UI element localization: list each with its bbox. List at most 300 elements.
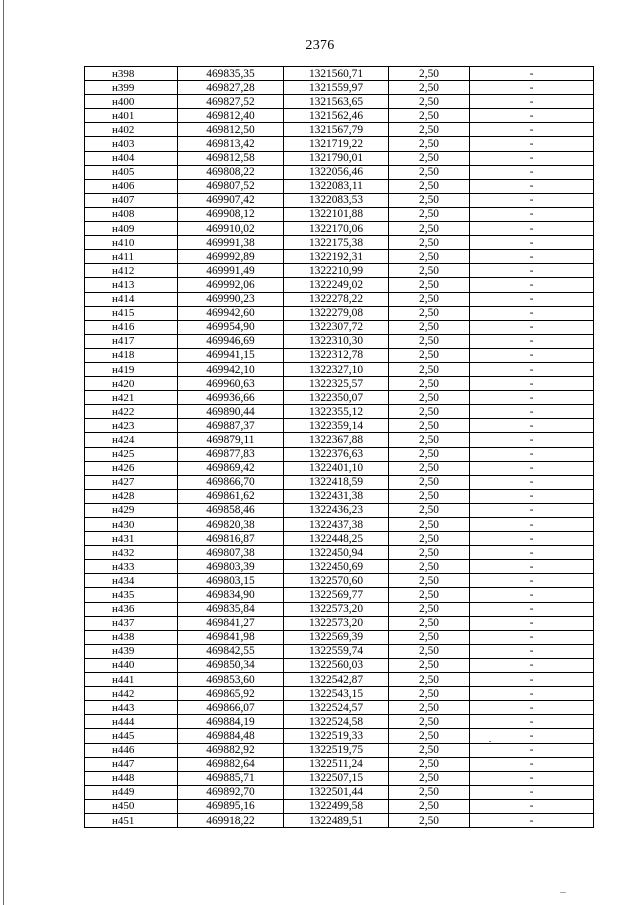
table-row (85, 518, 594, 532)
table-row (85, 687, 594, 701)
table-row (85, 165, 594, 179)
table-row (85, 560, 594, 574)
point-id-cell: н424 (85, 433, 178, 447)
y-coordinate-cell: 1322519,33 (284, 729, 389, 743)
description-cell: - (470, 278, 594, 292)
point-id-cell: н398 (85, 67, 178, 81)
y-coordinate-cell: 1322448,25 (284, 532, 389, 546)
table-row (85, 67, 594, 81)
tolerance-cell: 2,50 (389, 292, 470, 306)
tolerance-cell: 2,50 (389, 109, 470, 123)
x-coordinate-cell: 469907,42 (178, 193, 284, 207)
y-coordinate-cell: 1322359,14 (284, 419, 389, 433)
point-id-cell: н425 (85, 447, 178, 461)
table-row (85, 362, 594, 376)
tolerance-cell: 2,50 (389, 250, 470, 264)
tolerance-cell: 2,50 (389, 785, 470, 799)
x-coordinate-cell: 469942,10 (178, 362, 284, 376)
page-number: 2376 (305, 38, 335, 53)
description-cell: - (470, 644, 594, 658)
x-coordinate-cell: 469991,38 (178, 236, 284, 250)
y-coordinate-cell: 1322524,57 (284, 701, 389, 715)
table-row (85, 644, 594, 658)
point-id-cell: н440 (85, 658, 178, 672)
description-cell: - (470, 222, 594, 236)
y-coordinate-cell: 1322279,08 (284, 306, 389, 320)
y-coordinate-cell: 1321562,46 (284, 109, 389, 123)
point-id-cell: н449 (85, 785, 178, 799)
point-id-cell: н438 (85, 630, 178, 644)
x-coordinate-cell: 469866,70 (178, 475, 284, 489)
point-id-cell: н428 (85, 489, 178, 503)
tolerance-cell: 2,50 (389, 799, 470, 813)
description-cell: - (470, 179, 594, 193)
y-coordinate-cell: 1322569,77 (284, 588, 389, 602)
point-id-cell: н443 (85, 701, 178, 715)
tolerance-cell: 2,50 (389, 532, 470, 546)
table-row (85, 532, 594, 546)
tolerance-cell: 2,50 (389, 81, 470, 95)
description-cell: - (470, 489, 594, 503)
description-cell: - (470, 799, 594, 813)
y-coordinate-cell: 1322307,72 (284, 320, 389, 334)
table-row (85, 447, 594, 461)
point-id-cell: н415 (85, 306, 178, 320)
table-row (85, 546, 594, 560)
point-id-cell: н406 (85, 179, 178, 193)
tolerance-cell: 2,50 (389, 771, 470, 785)
tolerance-cell: 2,50 (389, 602, 470, 616)
y-coordinate-cell: 1322310,30 (284, 334, 389, 348)
table-row (85, 616, 594, 630)
description-cell: - (470, 391, 594, 405)
point-id-cell: н405 (85, 165, 178, 179)
x-coordinate-cell: 469942,60 (178, 306, 284, 320)
point-id-cell: н448 (85, 771, 178, 785)
y-coordinate-cell: 1322436,23 (284, 503, 389, 517)
y-coordinate-cell: 1322542,87 (284, 673, 389, 687)
tolerance-cell: 2,50 (389, 673, 470, 687)
point-id-cell: н423 (85, 419, 178, 433)
tolerance-cell: 2,50 (389, 743, 470, 757)
tolerance-cell: 2,50 (389, 644, 470, 658)
tolerance-cell: 2,50 (389, 588, 470, 602)
table-row (85, 461, 594, 475)
table-row (85, 278, 594, 292)
point-id-cell: н409 (85, 222, 178, 236)
x-coordinate-cell: 469884,48 (178, 729, 284, 743)
y-coordinate-cell: 1322573,20 (284, 602, 389, 616)
description-cell: - (470, 377, 594, 391)
tolerance-cell: 2,50 (389, 95, 470, 109)
table-row (85, 475, 594, 489)
table-row (85, 743, 594, 757)
tolerance-cell: 2,50 (389, 461, 470, 475)
tolerance-cell: 2,50 (389, 447, 470, 461)
table-row (85, 123, 594, 137)
description-cell: - (470, 67, 594, 81)
description-cell: - (470, 701, 594, 715)
tolerance-cell: 2,50 (389, 67, 470, 81)
point-id-cell: н451 (85, 813, 178, 827)
description-cell: - (470, 306, 594, 320)
y-coordinate-cell: 1322507,15 (284, 771, 389, 785)
x-coordinate-cell: 469835,35 (178, 67, 284, 81)
tolerance-cell: 2,50 (389, 137, 470, 151)
scan-edge-line (3, 0, 4, 905)
tolerance-cell: 2,50 (389, 757, 470, 771)
x-coordinate-cell: 469803,15 (178, 574, 284, 588)
description-cell: - (470, 813, 594, 827)
point-id-cell: н444 (85, 715, 178, 729)
description-cell: - (470, 630, 594, 644)
y-coordinate-cell: 1322401,10 (284, 461, 389, 475)
point-id-cell: н433 (85, 560, 178, 574)
y-coordinate-cell: 1322056,46 (284, 165, 389, 179)
description-cell: - (470, 165, 594, 179)
point-id-cell: н432 (85, 546, 178, 560)
y-coordinate-cell: 1322101,88 (284, 207, 389, 221)
y-coordinate-cell: 1322524,58 (284, 715, 389, 729)
tolerance-cell: 2,50 (389, 236, 470, 250)
coordinates-table-body (85, 67, 594, 828)
point-id-cell: н445 (85, 729, 178, 743)
y-coordinate-cell: 1322312,78 (284, 348, 389, 362)
table-row (85, 489, 594, 503)
description-cell: - (470, 574, 594, 588)
point-id-cell: н410 (85, 236, 178, 250)
tolerance-cell: 2,50 (389, 419, 470, 433)
y-coordinate-cell: 1321719,22 (284, 137, 389, 151)
point-id-cell: н401 (85, 109, 178, 123)
x-coordinate-cell: 469834,90 (178, 588, 284, 602)
scan-speck (560, 892, 566, 893)
point-id-cell: н441 (85, 673, 178, 687)
description-cell: - (470, 588, 594, 602)
description-cell: - (470, 151, 594, 165)
point-id-cell: н447 (85, 757, 178, 771)
point-id-cell: н400 (85, 95, 178, 109)
tolerance-cell: 2,50 (389, 320, 470, 334)
x-coordinate-cell: 469866,07 (178, 701, 284, 715)
y-coordinate-cell: 1322570,60 (284, 574, 389, 588)
point-id-cell: н419 (85, 362, 178, 376)
table-row (85, 419, 594, 433)
description-cell: - (470, 602, 594, 616)
x-coordinate-cell: 469882,64 (178, 757, 284, 771)
point-id-cell: н402 (85, 123, 178, 137)
y-coordinate-cell: 1322170,06 (284, 222, 389, 236)
x-coordinate-cell: 469841,98 (178, 630, 284, 644)
x-coordinate-cell: 469992,06 (178, 278, 284, 292)
tolerance-cell: 2,50 (389, 475, 470, 489)
table-row (85, 292, 594, 306)
point-id-cell: н439 (85, 644, 178, 658)
description-cell: - (470, 757, 594, 771)
description-cell: - (470, 729, 594, 743)
x-coordinate-cell: 469841,27 (178, 616, 284, 630)
tolerance-cell: 2,50 (389, 574, 470, 588)
point-id-cell: н404 (85, 151, 178, 165)
tolerance-cell: 2,50 (389, 222, 470, 236)
table-row (85, 701, 594, 715)
x-coordinate-cell: 469816,87 (178, 532, 284, 546)
x-coordinate-cell: 469813,42 (178, 137, 284, 151)
tolerance-cell: 2,50 (389, 813, 470, 827)
tolerance-cell: 2,50 (389, 165, 470, 179)
coordinates-table (84, 66, 594, 828)
x-coordinate-cell: 469827,28 (178, 81, 284, 95)
tolerance-cell: 2,50 (389, 658, 470, 672)
tolerance-cell: 2,50 (389, 503, 470, 517)
table-row (85, 193, 594, 207)
point-id-cell: н426 (85, 461, 178, 475)
table-row (85, 236, 594, 250)
y-coordinate-cell: 1322450,69 (284, 560, 389, 574)
description-cell: - (470, 334, 594, 348)
y-coordinate-cell: 1322489,51 (284, 813, 389, 827)
point-id-cell: н414 (85, 292, 178, 306)
point-id-cell: н412 (85, 264, 178, 278)
description-cell: - (470, 193, 594, 207)
description-cell: - (470, 109, 594, 123)
description-cell: - (470, 95, 594, 109)
x-coordinate-cell: 469908,12 (178, 207, 284, 221)
table-row (85, 630, 594, 644)
point-id-cell: н450 (85, 799, 178, 813)
y-coordinate-cell: 1322278,22 (284, 292, 389, 306)
description-cell: - (470, 715, 594, 729)
y-coordinate-cell: 1322450,94 (284, 546, 389, 560)
y-coordinate-cell: 1322367,88 (284, 433, 389, 447)
y-coordinate-cell: 1321790,01 (284, 151, 389, 165)
table-row (85, 729, 594, 743)
table-row (85, 433, 594, 447)
tolerance-cell: 2,50 (389, 306, 470, 320)
x-coordinate-cell: 469992,89 (178, 250, 284, 264)
x-coordinate-cell: 469807,38 (178, 546, 284, 560)
description-cell: - (470, 405, 594, 419)
y-coordinate-cell: 1322519,75 (284, 743, 389, 757)
tolerance-cell: 2,50 (389, 391, 470, 405)
y-coordinate-cell: 1322355,12 (284, 405, 389, 419)
y-coordinate-cell: 1322192,31 (284, 250, 389, 264)
point-id-cell: н411 (85, 250, 178, 264)
tolerance-cell: 2,50 (389, 616, 470, 630)
x-coordinate-cell: 469882,92 (178, 743, 284, 757)
description-cell: - (470, 123, 594, 137)
table-row (85, 771, 594, 785)
description-cell: - (470, 771, 594, 785)
x-coordinate-cell: 469861,62 (178, 489, 284, 503)
table-row (85, 81, 594, 95)
table-row (85, 250, 594, 264)
table-row (85, 95, 594, 109)
table-row (85, 813, 594, 827)
table-row (85, 207, 594, 221)
table-row (85, 348, 594, 362)
x-coordinate-cell: 469803,39 (178, 560, 284, 574)
x-coordinate-cell: 469853,60 (178, 673, 284, 687)
x-coordinate-cell: 469918,22 (178, 813, 284, 827)
point-id-cell: н399 (85, 81, 178, 95)
y-coordinate-cell: 1321560,71 (284, 67, 389, 81)
x-coordinate-cell: 469820,38 (178, 518, 284, 532)
x-coordinate-cell: 469946,69 (178, 334, 284, 348)
point-id-cell: н435 (85, 588, 178, 602)
x-coordinate-cell: 469890,44 (178, 405, 284, 419)
tolerance-cell: 2,50 (389, 264, 470, 278)
x-coordinate-cell: 469850,34 (178, 658, 284, 672)
table-row (85, 264, 594, 278)
tolerance-cell: 2,50 (389, 433, 470, 447)
point-id-cell: н417 (85, 334, 178, 348)
y-coordinate-cell: 1321559,97 (284, 81, 389, 95)
tolerance-cell: 2,50 (389, 489, 470, 503)
table-row (85, 602, 594, 616)
y-coordinate-cell: 1322210,99 (284, 264, 389, 278)
description-cell: - (470, 475, 594, 489)
description-cell: - (470, 81, 594, 95)
y-coordinate-cell: 1322573,20 (284, 616, 389, 630)
y-coordinate-cell: 1321567,79 (284, 123, 389, 137)
description-cell: - (470, 447, 594, 461)
x-coordinate-cell: 469858,46 (178, 503, 284, 517)
y-coordinate-cell: 1322560,03 (284, 658, 389, 672)
point-id-cell: н434 (85, 574, 178, 588)
point-id-cell: н418 (85, 348, 178, 362)
table-row (85, 588, 594, 602)
table-row (85, 799, 594, 813)
description-cell: - (470, 687, 594, 701)
y-coordinate-cell: 1322418,59 (284, 475, 389, 489)
x-coordinate-cell: 469827,52 (178, 95, 284, 109)
x-coordinate-cell: 469892,70 (178, 785, 284, 799)
table-row (85, 306, 594, 320)
x-coordinate-cell: 469936,66 (178, 391, 284, 405)
description-cell: - (470, 320, 594, 334)
description-cell: - (470, 433, 594, 447)
y-coordinate-cell: 1322083,11 (284, 179, 389, 193)
x-coordinate-cell: 469879,11 (178, 433, 284, 447)
description-cell: - (470, 658, 594, 672)
point-id-cell: н420 (85, 377, 178, 391)
point-id-cell: н437 (85, 616, 178, 630)
y-coordinate-cell: 1322376,63 (284, 447, 389, 461)
x-coordinate-cell: 469842,55 (178, 644, 284, 658)
table-row (85, 109, 594, 123)
point-id-cell: н407 (85, 193, 178, 207)
table-row (85, 503, 594, 517)
table-row (85, 715, 594, 729)
point-id-cell: н421 (85, 391, 178, 405)
x-coordinate-cell: 469812,58 (178, 151, 284, 165)
tolerance-cell: 2,50 (389, 546, 470, 560)
tolerance-cell: 2,50 (389, 278, 470, 292)
description-cell: - (470, 264, 594, 278)
tolerance-cell: 2,50 (389, 729, 470, 743)
x-coordinate-cell: 469812,50 (178, 123, 284, 137)
x-coordinate-cell: 469954,90 (178, 320, 284, 334)
description-cell: - (470, 292, 594, 306)
point-id-cell: н413 (85, 278, 178, 292)
x-coordinate-cell: 469887,37 (178, 419, 284, 433)
x-coordinate-cell: 469910,02 (178, 222, 284, 236)
description-cell: - (470, 743, 594, 757)
y-coordinate-cell: 1321563,65 (284, 95, 389, 109)
table-row (85, 658, 594, 672)
x-coordinate-cell: 469941,15 (178, 348, 284, 362)
y-coordinate-cell: 1322327,10 (284, 362, 389, 376)
tolerance-cell: 2,50 (389, 630, 470, 644)
description-cell: - (470, 546, 594, 560)
point-id-cell: н436 (85, 602, 178, 616)
description-cell: - (470, 362, 594, 376)
y-coordinate-cell: 1322543,15 (284, 687, 389, 701)
point-id-cell: н408 (85, 207, 178, 221)
y-coordinate-cell: 1322569,39 (284, 630, 389, 644)
description-cell: - (470, 560, 594, 574)
y-coordinate-cell: 1322249,02 (284, 278, 389, 292)
point-id-cell: н403 (85, 137, 178, 151)
tolerance-cell: 2,50 (389, 193, 470, 207)
x-coordinate-cell: 469812,40 (178, 109, 284, 123)
x-coordinate-cell: 469877,83 (178, 447, 284, 461)
table-row (85, 137, 594, 151)
x-coordinate-cell: 469884,19 (178, 715, 284, 729)
x-coordinate-cell: 469991,49 (178, 264, 284, 278)
tolerance-cell: 2,50 (389, 123, 470, 137)
table-row (85, 785, 594, 799)
description-cell: - (470, 419, 594, 433)
tolerance-cell: 2,50 (389, 687, 470, 701)
description-cell: - (470, 137, 594, 151)
tolerance-cell: 2,50 (389, 334, 470, 348)
scan-speck (489, 741, 491, 742)
table-row (85, 391, 594, 405)
point-id-cell: н446 (85, 743, 178, 757)
tolerance-cell: 2,50 (389, 405, 470, 419)
point-id-cell: н422 (85, 405, 178, 419)
x-coordinate-cell: 469885,71 (178, 771, 284, 785)
point-id-cell: н430 (85, 518, 178, 532)
y-coordinate-cell: 1322325,57 (284, 377, 389, 391)
tolerance-cell: 2,50 (389, 377, 470, 391)
y-coordinate-cell: 1322501,44 (284, 785, 389, 799)
x-coordinate-cell: 469960,63 (178, 377, 284, 391)
description-cell: - (470, 250, 594, 264)
description-cell: - (470, 616, 594, 630)
description-cell: - (470, 348, 594, 362)
tolerance-cell: 2,50 (389, 348, 470, 362)
table-row (85, 377, 594, 391)
description-cell: - (470, 785, 594, 799)
x-coordinate-cell: 469835,84 (178, 602, 284, 616)
description-cell: - (470, 236, 594, 250)
point-id-cell: н416 (85, 320, 178, 334)
tolerance-cell: 2,50 (389, 518, 470, 532)
x-coordinate-cell: 469808,22 (178, 165, 284, 179)
y-coordinate-cell: 1322350,07 (284, 391, 389, 405)
x-coordinate-cell: 469869,42 (178, 461, 284, 475)
x-coordinate-cell: 469865,92 (178, 687, 284, 701)
x-coordinate-cell: 469807,52 (178, 179, 284, 193)
point-id-cell: н429 (85, 503, 178, 517)
tolerance-cell: 2,50 (389, 560, 470, 574)
y-coordinate-cell: 1322175,38 (284, 236, 389, 250)
tolerance-cell: 2,50 (389, 151, 470, 165)
description-cell: - (470, 518, 594, 532)
